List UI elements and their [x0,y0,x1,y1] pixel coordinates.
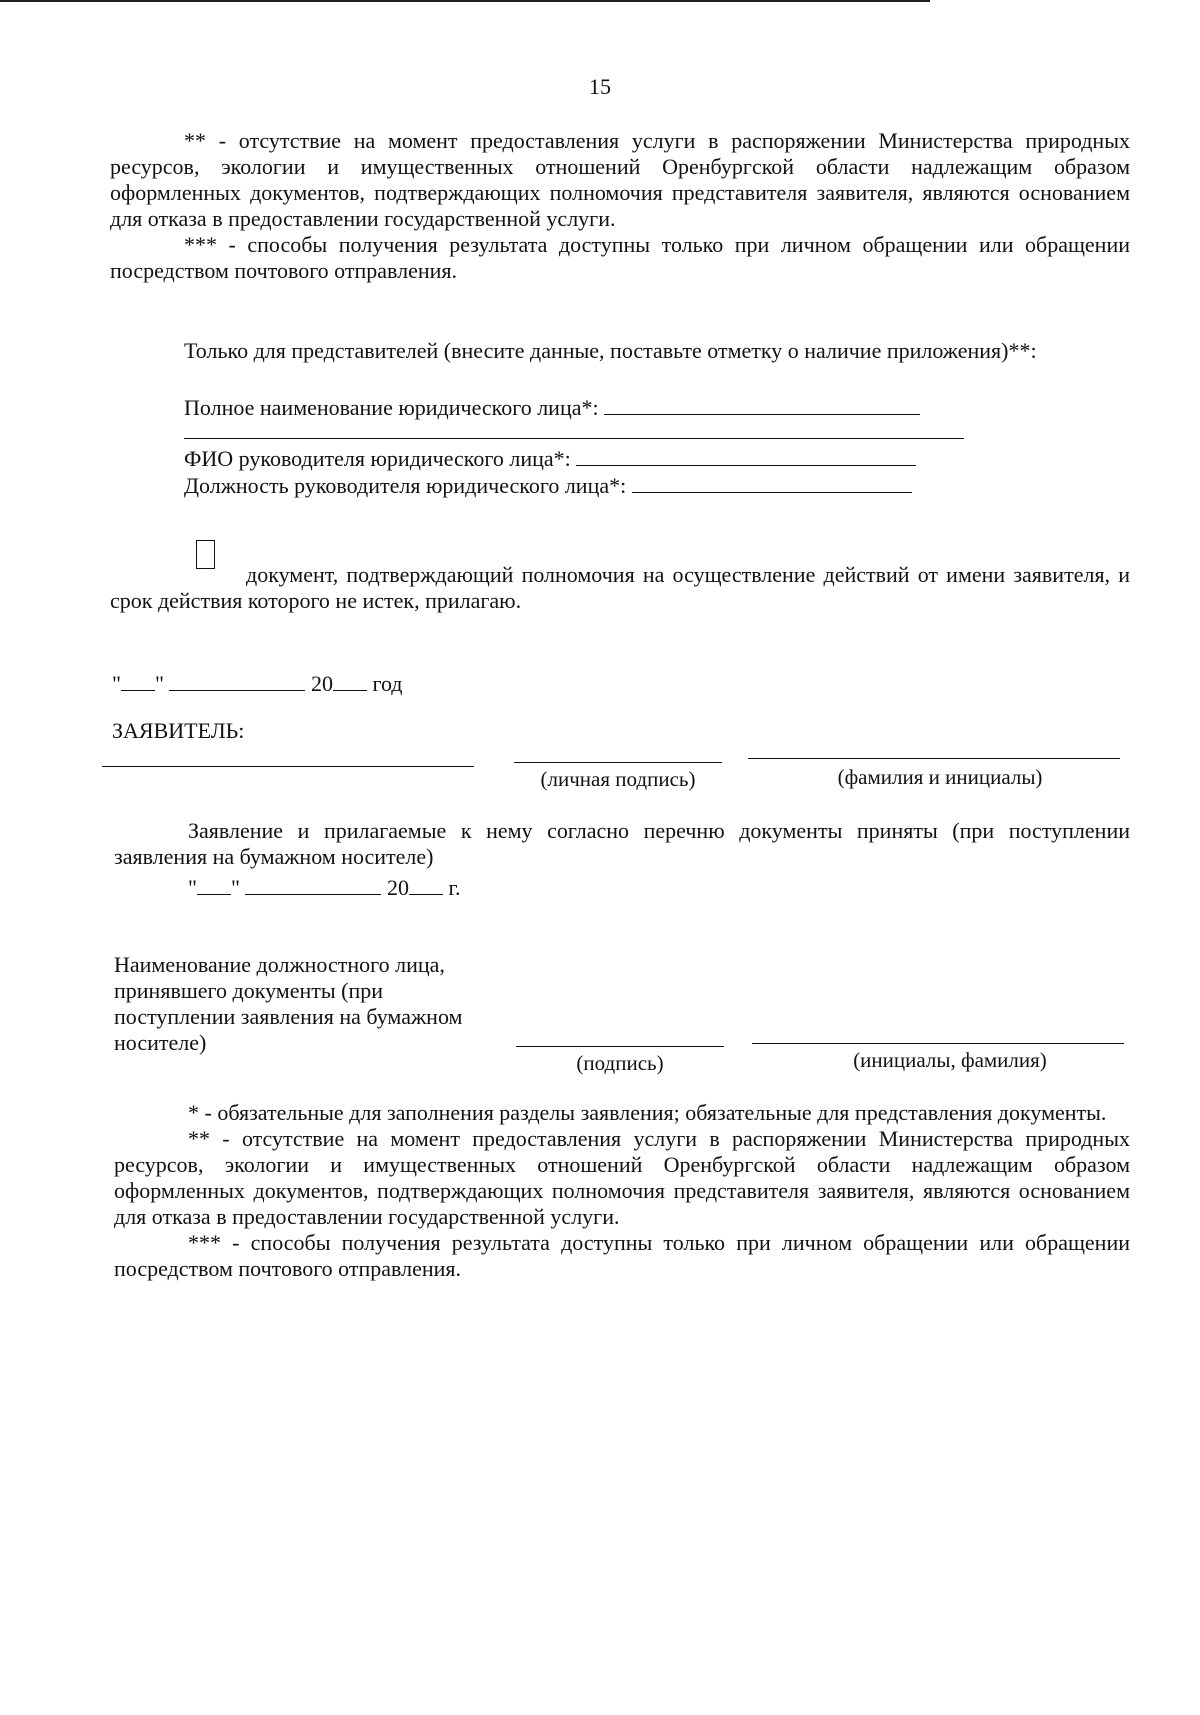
head-position-field[interactable] [632,470,912,493]
head-fio-row [184,443,916,472]
date-quote-open: " [112,671,121,696]
note-triple-star: *** - способы получения результата доступны только при личном обращении или обращении посредством почтового отправления. [110,232,1130,283]
full-name-label: Полное наименование юридического лица*: [184,395,599,420]
acceptance-date-row [188,872,461,901]
applicant-date-row [112,668,403,697]
official-signature-field[interactable] [516,1046,724,1047]
full-name-field-continuation[interactable] [184,438,964,439]
head-fio-field[interactable] [576,443,916,466]
representatives-intro [110,338,1130,364]
representatives-intro-text: Только для представителей (внесите данные, поставьте отметку о наличие приложения)**: [184,338,1037,363]
official-name-field[interactable] [752,1043,1124,1044]
bottom-note-double-star: ** - отсутствие на момент предоставления услуги в распоряжении Министерства природных ресурсов, экологии и имущественных отношений Оренбургской области надлежащим образом оформленных документов, подтверждающих полномочия представителя заявителя, являются основанием для отказа в предоставлении государственной услуги. [114,1126,1130,1229]
acceptance-text: Заявление и прилагаемые к нему согласно перечню документы приняты (при поступлении заявления на бумажном носителе) [114,818,1130,869]
date-month-field[interactable] [169,668,305,691]
acceptance-statement [114,818,1130,870]
full-name-row [184,392,920,421]
bottom-note-triple-star: *** - способы получения результата доступны только при личном обращении или обращении посредством почтового отправления. [114,1230,1130,1281]
official-name-caption: (инициалы, фамилия) [853,1048,1047,1072]
full-name-field[interactable] [604,392,920,415]
date-suffix: год [372,671,403,696]
page-number: 15 [589,74,611,99]
official-label: Наименование должностного лица, принявшего документы (при поступлении заявления на бумажном носителе) [114,952,463,1055]
attachment-text: документ, подтверждающий полномочия на осуществление действий от имени заявителя, и срок действия которого не истек, прилагаю. [110,562,1130,613]
head-position-row [184,470,912,499]
date-day-field[interactable] [121,668,155,691]
acceptance-century: 20 [386,875,409,900]
head-position-label: Должность руководителя юридического лица*: [184,473,627,498]
applicant-field[interactable] [102,766,474,767]
applicant-name-caption: (фамилия и инициалы) [837,765,1043,789]
top-notes [110,128,1130,284]
acceptance-day-field[interactable] [197,872,231,895]
date-year-field[interactable] [333,668,367,691]
acceptance-quote-open: " [188,875,197,900]
applicant-label: ЗАЯВИТЕЛЬ: [112,718,245,743]
applicant-signature-field[interactable] [514,762,722,763]
bottom-note-single-star: * - обязательные для заполнения разделы заявления; обязательные для представления документы. [188,1100,1107,1125]
applicant-signature-caption: (личная подпись) [540,767,696,791]
acceptance-quote-close: " [230,875,240,900]
attachment-statement [110,562,1130,614]
applicant-name-field[interactable] [748,758,1120,759]
date-century: 20 [310,671,333,696]
acceptance-month-field[interactable] [245,872,381,895]
note-double-star: ** - отсутствие на момент предоставления услуги в распоряжении Министерства природных ресурсов, экологии и имущественных отношений Оренбургской области надлежащим образом оформленных документов, подтверждающих полномочия представителя заявителя, являются основанием для отказа в предоставлении государственной услуги. [110,128,1130,231]
date-quote-close: " [154,671,164,696]
acceptance-year-field[interactable] [409,872,443,895]
head-fio-label: ФИО руководителя юридического лица*: [184,446,571,471]
acceptance-suffix: г. [448,875,461,900]
bottom-notes [114,1100,1130,1282]
scan-edge [0,0,930,2]
official-signature-caption: (подпись) [576,1051,664,1075]
